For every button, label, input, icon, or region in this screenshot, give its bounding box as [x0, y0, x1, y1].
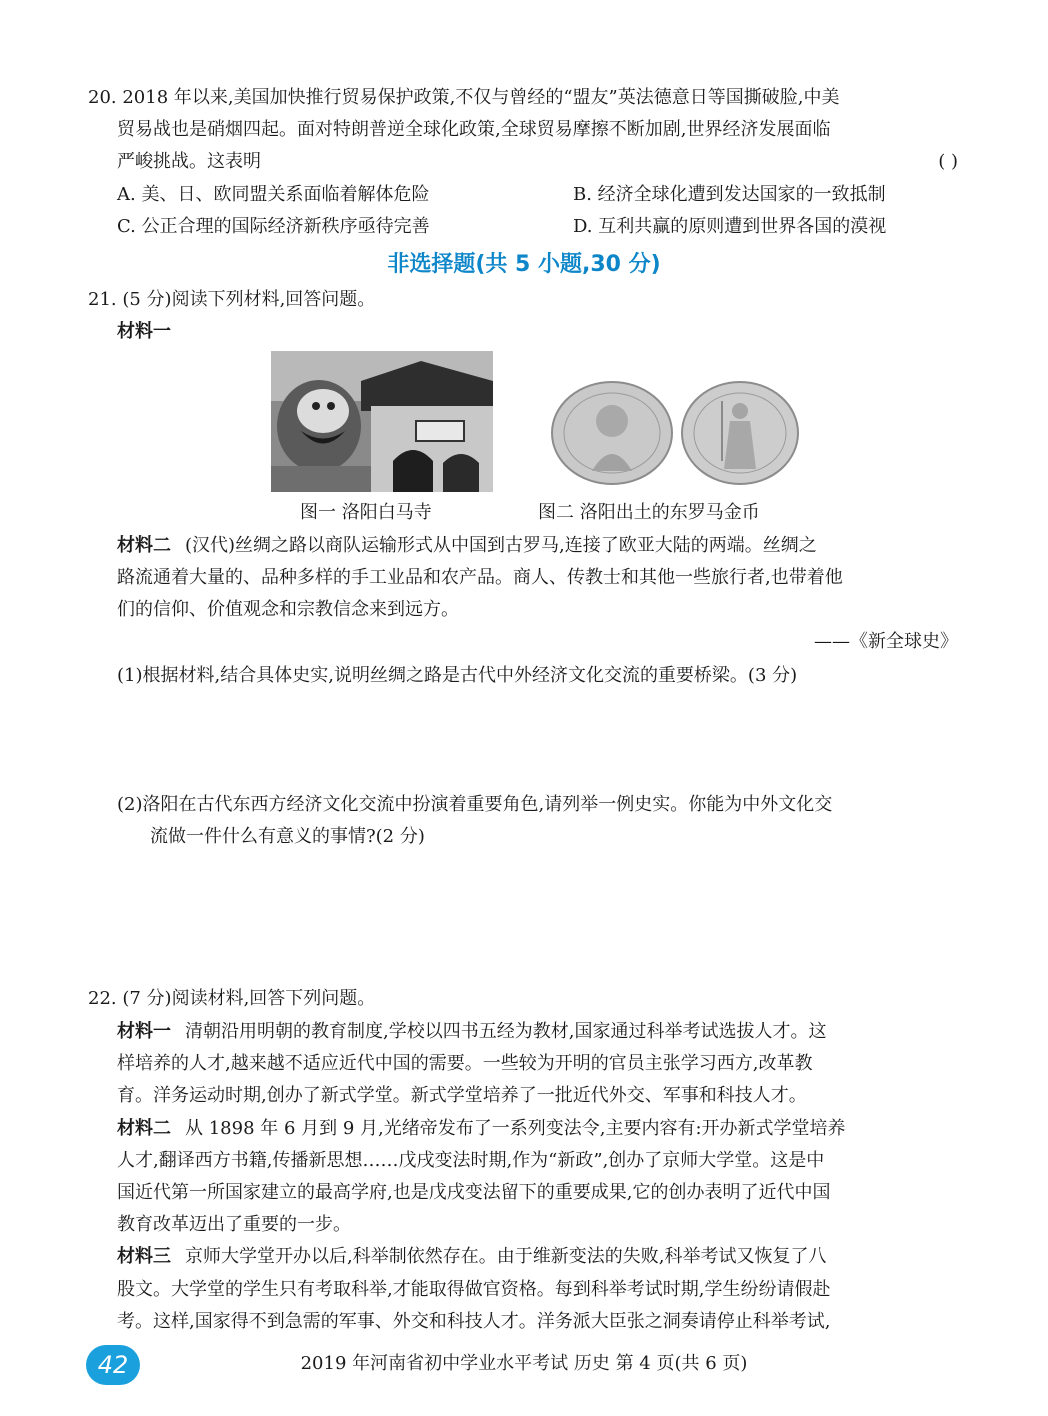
q22-material3-line2: 股文。大学堂的学生只有考取科举,才能取得做官资格。每到科举考试时期,学生纷纷请假赴 — [117, 1279, 831, 1300]
q22-material1-line3: 育。洋务运动时期,创办了新式学堂。新式学堂培养了一批近代外交、军事和科技人才。 — [117, 1085, 807, 1106]
section-heading: 非选择题(共 5 小题,30 分) — [387, 252, 661, 277]
q21-intro: 21. (5 分)阅读下列材料,回答问题。 — [88, 289, 376, 310]
q22-material2-line2: 人才,翻译西方书籍,传播新思想……戊戌变法时期,作为“新政”,创办了京师大学堂。这是中 — [117, 1150, 825, 1171]
option-d: D. 互利共赢的原则遭到世界各国的漠视 — [573, 216, 887, 237]
q22-material3-line1: 材料三 京师大学堂开办以后,科举制依然存在。由于维新变法的失败,科举考试又恢复了八 — [117, 1246, 827, 1267]
fig2-caption: 图二 洛阳出土的东罗马金币 — [538, 502, 760, 523]
option-a: A. 美、日、欧同盟关系面临着解体危险 — [117, 184, 430, 205]
q21-material2-line1: 材料二 (汉代)丝绸之路以商队运输形式从中国到古罗马,连接了欧亚大陆的两端。丝绸之 — [117, 535, 817, 556]
q20-stem-line2: 贸易战也是硝烟四起。面对特朗普逆全球化政策,全球贸易摩擦不断加剧,世界经济发展面临 — [117, 119, 831, 140]
q22-material1-line1: 材料一 清朝沿用明朝的教育制度,学校以四书五经为教材,国家通过科举考试选拔人才。这 — [117, 1021, 827, 1042]
q21-subquestion-2-line2: 流做一件什么有意义的事情?(2 分) — [150, 826, 425, 847]
q21-material2-label: 材料二 — [117, 535, 171, 556]
q22-material3-label: 材料三 — [117, 1246, 171, 1267]
q22-material2-line4: 教育改革迈出了重要的一步。 — [117, 1214, 351, 1235]
answer-bracket: ( ) — [938, 151, 958, 172]
q22-material1-line2: 样培养的人才,越来越不适应近代中国的需要。一些较为开明的官员主张学习西方,改革教 — [117, 1053, 813, 1074]
q21-material2-line3: 们的信仰、价值观念和宗教信念来到远方。 — [117, 599, 459, 620]
option-c: C. 公正合理的国际经济新秩序亟待完善 — [117, 216, 430, 237]
q22-material3-line3: 考。这样,国家得不到急需的军事、外交和科技人才。洋务派大臣张之洞奏请停止科举考试, — [117, 1311, 831, 1332]
q21-subquestion-1: (1)根据材料,结合具体史实,说明丝绸之路是古代中外经济文化交流的重要桥梁。(3 分) — [117, 665, 798, 686]
fig1-caption: 图一 洛阳白马寺 — [300, 502, 432, 523]
q21-subquestion-2-line1: (2)洛阳在古代东西方经济文化交流中扮演着重要角色,请列举一例史实。你能为中外文化交 — [117, 794, 833, 815]
page-footer: 2019 年河南省初中学业水平考试 历史 第 4 页(共 6 页) — [300, 1353, 748, 1374]
east-roman-coins-photo — [550, 381, 800, 485]
q20-stem-line3: 严峻挑战。这表明 — [117, 151, 261, 172]
q22-intro: 22. (7 分)阅读材料,回答下列问题。 — [88, 988, 376, 1009]
baima-temple-photo — [271, 351, 493, 492]
page-number-badge: 42 — [86, 1345, 140, 1385]
q22-material2-line3: 国近代第一所国家建立的最高学府,也是戊戌变法留下的重要成果,它的创办表明了近代中国 — [117, 1182, 831, 1203]
q21-material1-label: 材料一 — [117, 321, 171, 342]
q20-stem-line1: 20. 2018 年以来,美国加快推行贸易保护政策,不仅与曾经的“盟友”英法德意日等国撕破脸,中美 — [88, 87, 840, 108]
q21-material2-line2: 路流通着大量的、品种多样的手工业品和农产品。商人、传教士和其他一些旅行者,也带着他 — [117, 567, 843, 588]
q21-source: ——《新全球史》 — [814, 631, 958, 652]
q22-material2-label: 材料二 — [117, 1118, 171, 1139]
option-b: B. 经济全球化遭到发达国家的一致抵制 — [573, 184, 886, 205]
q22-material1-label: 材料一 — [117, 1021, 171, 1042]
q22-material2-line1: 材料二 从 1898 年 6 月到 9 月,光绪帝发布了一系列变法令,主要内容有:开办新式学堂培养 — [117, 1118, 846, 1139]
